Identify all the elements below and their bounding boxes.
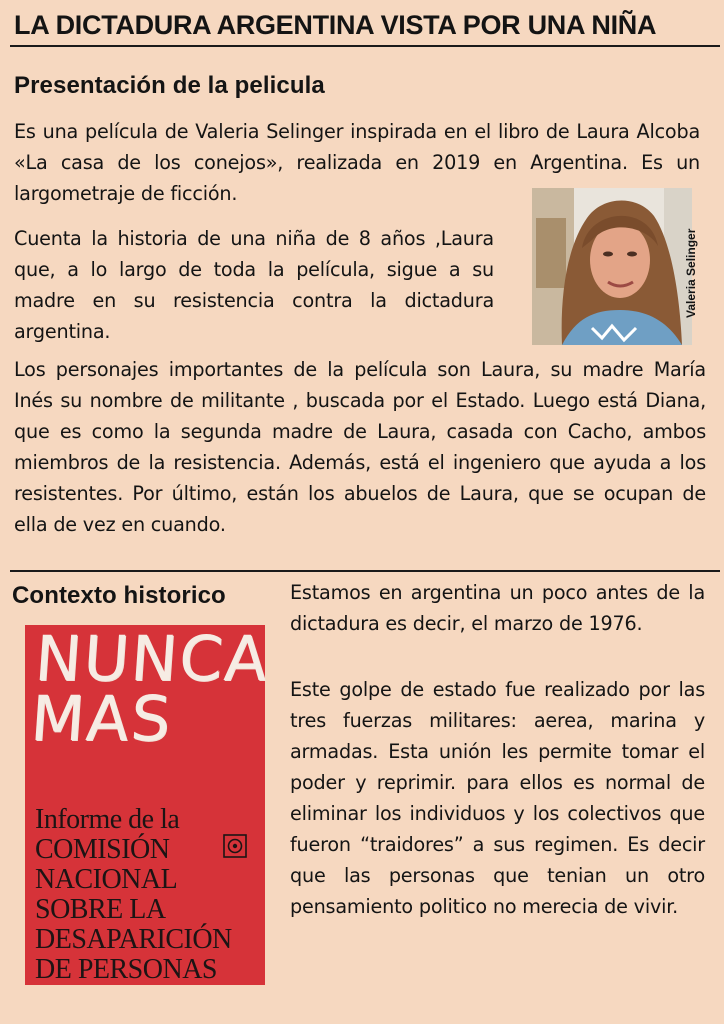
presentation-paragraph-1: Es una película de Valeria Selinger inspirada en el libro de Laura Alcoba «La casa de los conejos», realizada en 2019 en Argentina. Es un largometraje de ficción. — [14, 120, 700, 205]
presentation-paragraph-2: Cuenta la historia de una niña de 8 años ,Laura que, a lo largo de toda la película, sigue a su madre en su resistencia contra la dictadura argentina. — [14, 227, 494, 343]
section-divider — [10, 570, 720, 572]
section-heading-context: Contexto historico — [12, 582, 226, 609]
presentation-paragraph-3: Los personajes importantes de la película son Laura, su madre María Inés su nombre de militante , buscada por el Estado. Luego está Diana, que es como la segunda madre de Laura, casada con Cacho, ambos miembros de la resistencia. Además, está el ingeniero que ayuda a los resistentes. Por último, están los abuelos de Laura, que se ocupan de ella de vez en cuando. — [14, 358, 706, 536]
director-photo — [532, 188, 692, 345]
section-heading-presentation: Presentación de la pelicula — [14, 72, 325, 99]
book-title: NUNCA MAS — [28, 622, 272, 755]
context-paragraph-1: Estamos en argentina un poco antes de la dictadura es decir, el marzo de 1976. — [290, 581, 705, 635]
emblem-icon — [223, 834, 247, 858]
title-underline — [10, 45, 720, 47]
context-paragraph-2: Este golpe de estado fue realizado por las tres fuerzas militares: aerea, marina y armadas. Esta unión les permite tomar el poder y reprimir. para ellos es normal de eliminar los individuos y los colectivos que fueron “traidores” a sus regimen. Es decir que las personas que tenian un otro pensamiento politico no merecia de vivir. — [290, 678, 705, 918]
director-portrait-image — [532, 188, 692, 345]
page-title: LA DICTADURA ARGENTINA VISTA POR UNA NIÑA — [14, 10, 657, 40]
photo-caption: Valeria Selinger — [684, 228, 698, 318]
book-cover-nunca-mas — [25, 622, 272, 985]
book-subtitle: Informe de la COMISIÓN NACIONAL SOBRE LA DESAPARICIÓN DE PERSONAS — [35, 804, 232, 985]
